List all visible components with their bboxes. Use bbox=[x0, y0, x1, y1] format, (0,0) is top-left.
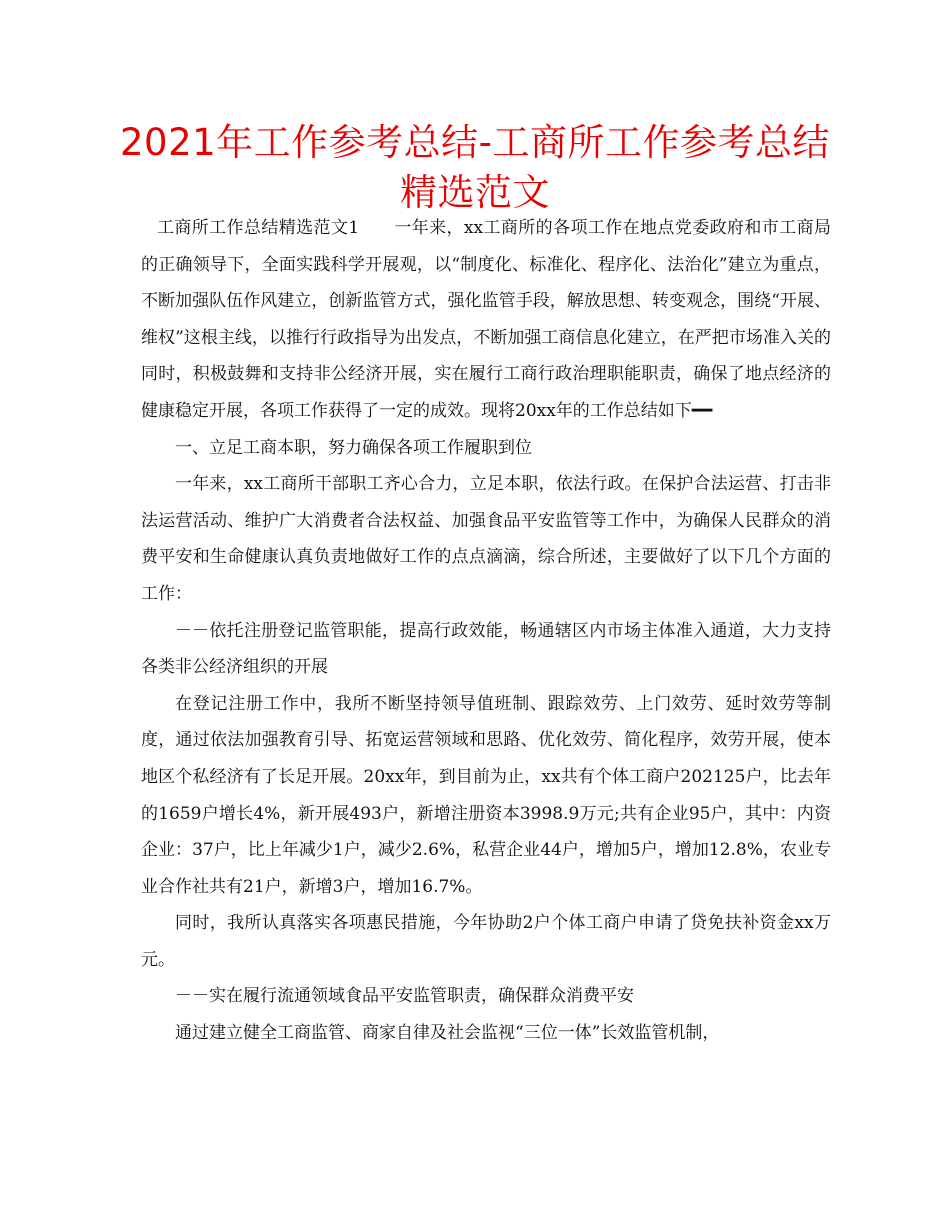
document-body bbox=[141, 210, 831, 1052]
paragraph: 同时，我所认真落实各项惠民措施，今年协助2户个体工商户申请了贷免扶补资金xx万元。 bbox=[141, 913, 831, 970]
sub-heading-food-safety: －－实在履行流通领域食品平安监管职责，确保群众消费平安 bbox=[175, 986, 634, 1007]
section-heading-1: 一、立足工商本职，努力确保各项工作履职到位 bbox=[175, 437, 532, 458]
intro-paragraph: 工商所工作总结精选范文1 一年来，xx工商所的各项工作在地点党委政府和市工商局的正确领导下，全面实践科学开展观，以“制度化、标准化、程序化、法治化”建立为重点，不断加强队伍作风建立，创新监管方式，强化监管手段，解放思想、转变观念，围绕“开展、维权”这根主线，以推行行政指导为出发点，不断加强工商信息化建立，在严把市场准入关的同时，积极鼓舞和支持非公经济开展，实在履行工商行政治理职能职责，确保了地点经济的健康稳定开展，各项工作获得了一定的成效。现将20xx年的工作总结如下━━ bbox=[141, 218, 831, 421]
document-title: 2021年工作参考总结-工商所工作参考总结精选范文 bbox=[120, 121, 831, 214]
sub-heading-registration: －－依托注册登记监管职能，提高行政效能，畅通辖区内市场主体准入通道，大力支持各类非公经济组织的开展 bbox=[141, 620, 831, 678]
paragraph: 通过建立健全工商监管、商家自律及社会监视“三位一体”长效监管机制， bbox=[175, 1023, 720, 1044]
paragraph: 在登记注册工作中，我所不断坚持领导值班制、跟踪效劳、上门效劳、延时效劳等制度，通过依法加强教育引导、拓宽运营领域和思路、优化效劳、简化程序，效劳开展，使本地区个私经济有了长足开展。20xx年，到目前为止，xx共有个体工商户202125户，比去年的1659户增长4%，新开展493户，新增注册资本3998.9万元;共有企业95户，其中：内资企业：37户，比上年减少1户，减少2.6%，私营企业44户，增加5户，增加12.8%，农业专业合作社共有21户，新增3户，增加16.7%。 bbox=[141, 693, 831, 897]
paragraph: 一年来，xx工商所干部职工齐心合力，立足本职，依法行政。在保护合法运营、打击非法运营活动、维护广大消费者合法权益、加强食品平安监管等工作中，为确保人民群众的消费平安和生命健康认真负责地做好工作的点点滴滴，综合所述，主要做好了以下几个方面的工作： bbox=[141, 474, 831, 604]
